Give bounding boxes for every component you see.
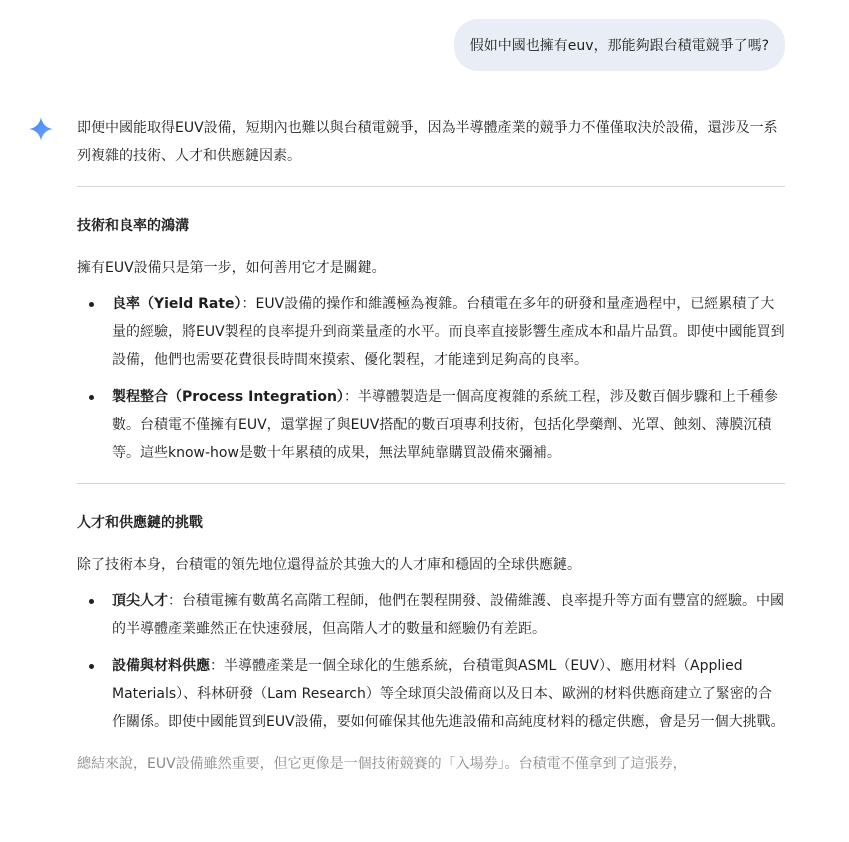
section-divider [77,483,785,484]
section-lead-talent: 除了技術本身，台積電的領先地位還得益於其強大的人才庫和穩固的全球供應鏈。 [77,557,581,573]
list-item-term: 製程整合（Process Integration） [112,389,344,405]
gemini-sparkle-icon [28,116,54,142]
bullet-dot [89,302,94,307]
response-intro: 即便中國能取得EUV設備，短期內也難以與台積電競爭，因為半導體產業的競爭力不僅僅取決於設備，還涉及一系列複雜的技術、人才和供應鏈因素。 [77,120,778,164]
list-item-term: 良率（Yield Rate） [112,296,242,312]
assistant-response [77,114,785,778]
bullet-dot [89,664,94,669]
bullet-dot [89,395,94,400]
section-lead-tech: 擁有EUV設備只是第一步，如何善用它才是關鍵。 [77,260,386,276]
section-title-talent: 人才和供應鏈的挑戰 [77,515,203,531]
list-item-text: ：EUV設備的操作和維護極為複雜。台積電在多年的研發和量產過程中，已經累積了大量的經驗，將EUV製程的良率提升到商業量產的水平。而良率直接影響生產成本和晶片品質。即使中國能買到設備，他們也需要花費很長時間來摸索、優化製程，才能達到足夠高的良率。 [112,296,785,368]
list-item [77,587,785,643]
list-item [77,383,785,467]
list-item-text: ：半導體製造是一個高度複雜的系統工程，涉及數百個步驟和上千種參數。台積電不僅擁有EUV，還掌握了與EUV搭配的數百項專利技術，包括化學藥劑、光罩、蝕刻、薄膜沉積等。這些know-how是數十年累積的成果，無法單純靠購買設備來彌補。 [112,389,778,461]
user-message-text: 假如中國也擁有euv，那能夠跟台積電競爭了嗎? [469,38,769,54]
user-message-bubble [454,19,785,71]
list-item-term: 頂尖人才 [112,593,168,609]
list-item-text: ：半導體產業是一個全球化的生態系統，台積電與ASML（EUV）、應用材料（Applied Materials）、科林研發（Lam Research）等全球頂尖設備商以及日本、歐洲的材料供應商建立了緊密的合作關係。即使中國能買到EUV設備，要如何確保其他先進設備和高純度材料的穩定供應，會是另一個大挑戰。 [112,658,785,730]
bullet-list-talent [77,587,785,736]
list-item-term: 設備與材料供應 [112,658,210,674]
list-item-text: ：台積電擁有數萬名高階工程師，他們在製程開發、設備維護、良率提升等方面有豐富的經驗。中國的半導體產業雖然正在快速發展，但高階人才的數量和經驗仍有差距。 [112,593,784,637]
bullet-list-tech [77,290,785,467]
bullet-dot [89,599,94,604]
list-item [77,652,785,736]
section-title-tech: 技術和良率的鴻溝 [77,218,189,234]
list-item [77,290,785,374]
section-divider [77,186,785,187]
response-conclusion: 總結來說，EUV設備雖然重要，但它更像是一個技術競賽的「入場券」。台積電不僅拿到了這張券， [77,756,687,772]
